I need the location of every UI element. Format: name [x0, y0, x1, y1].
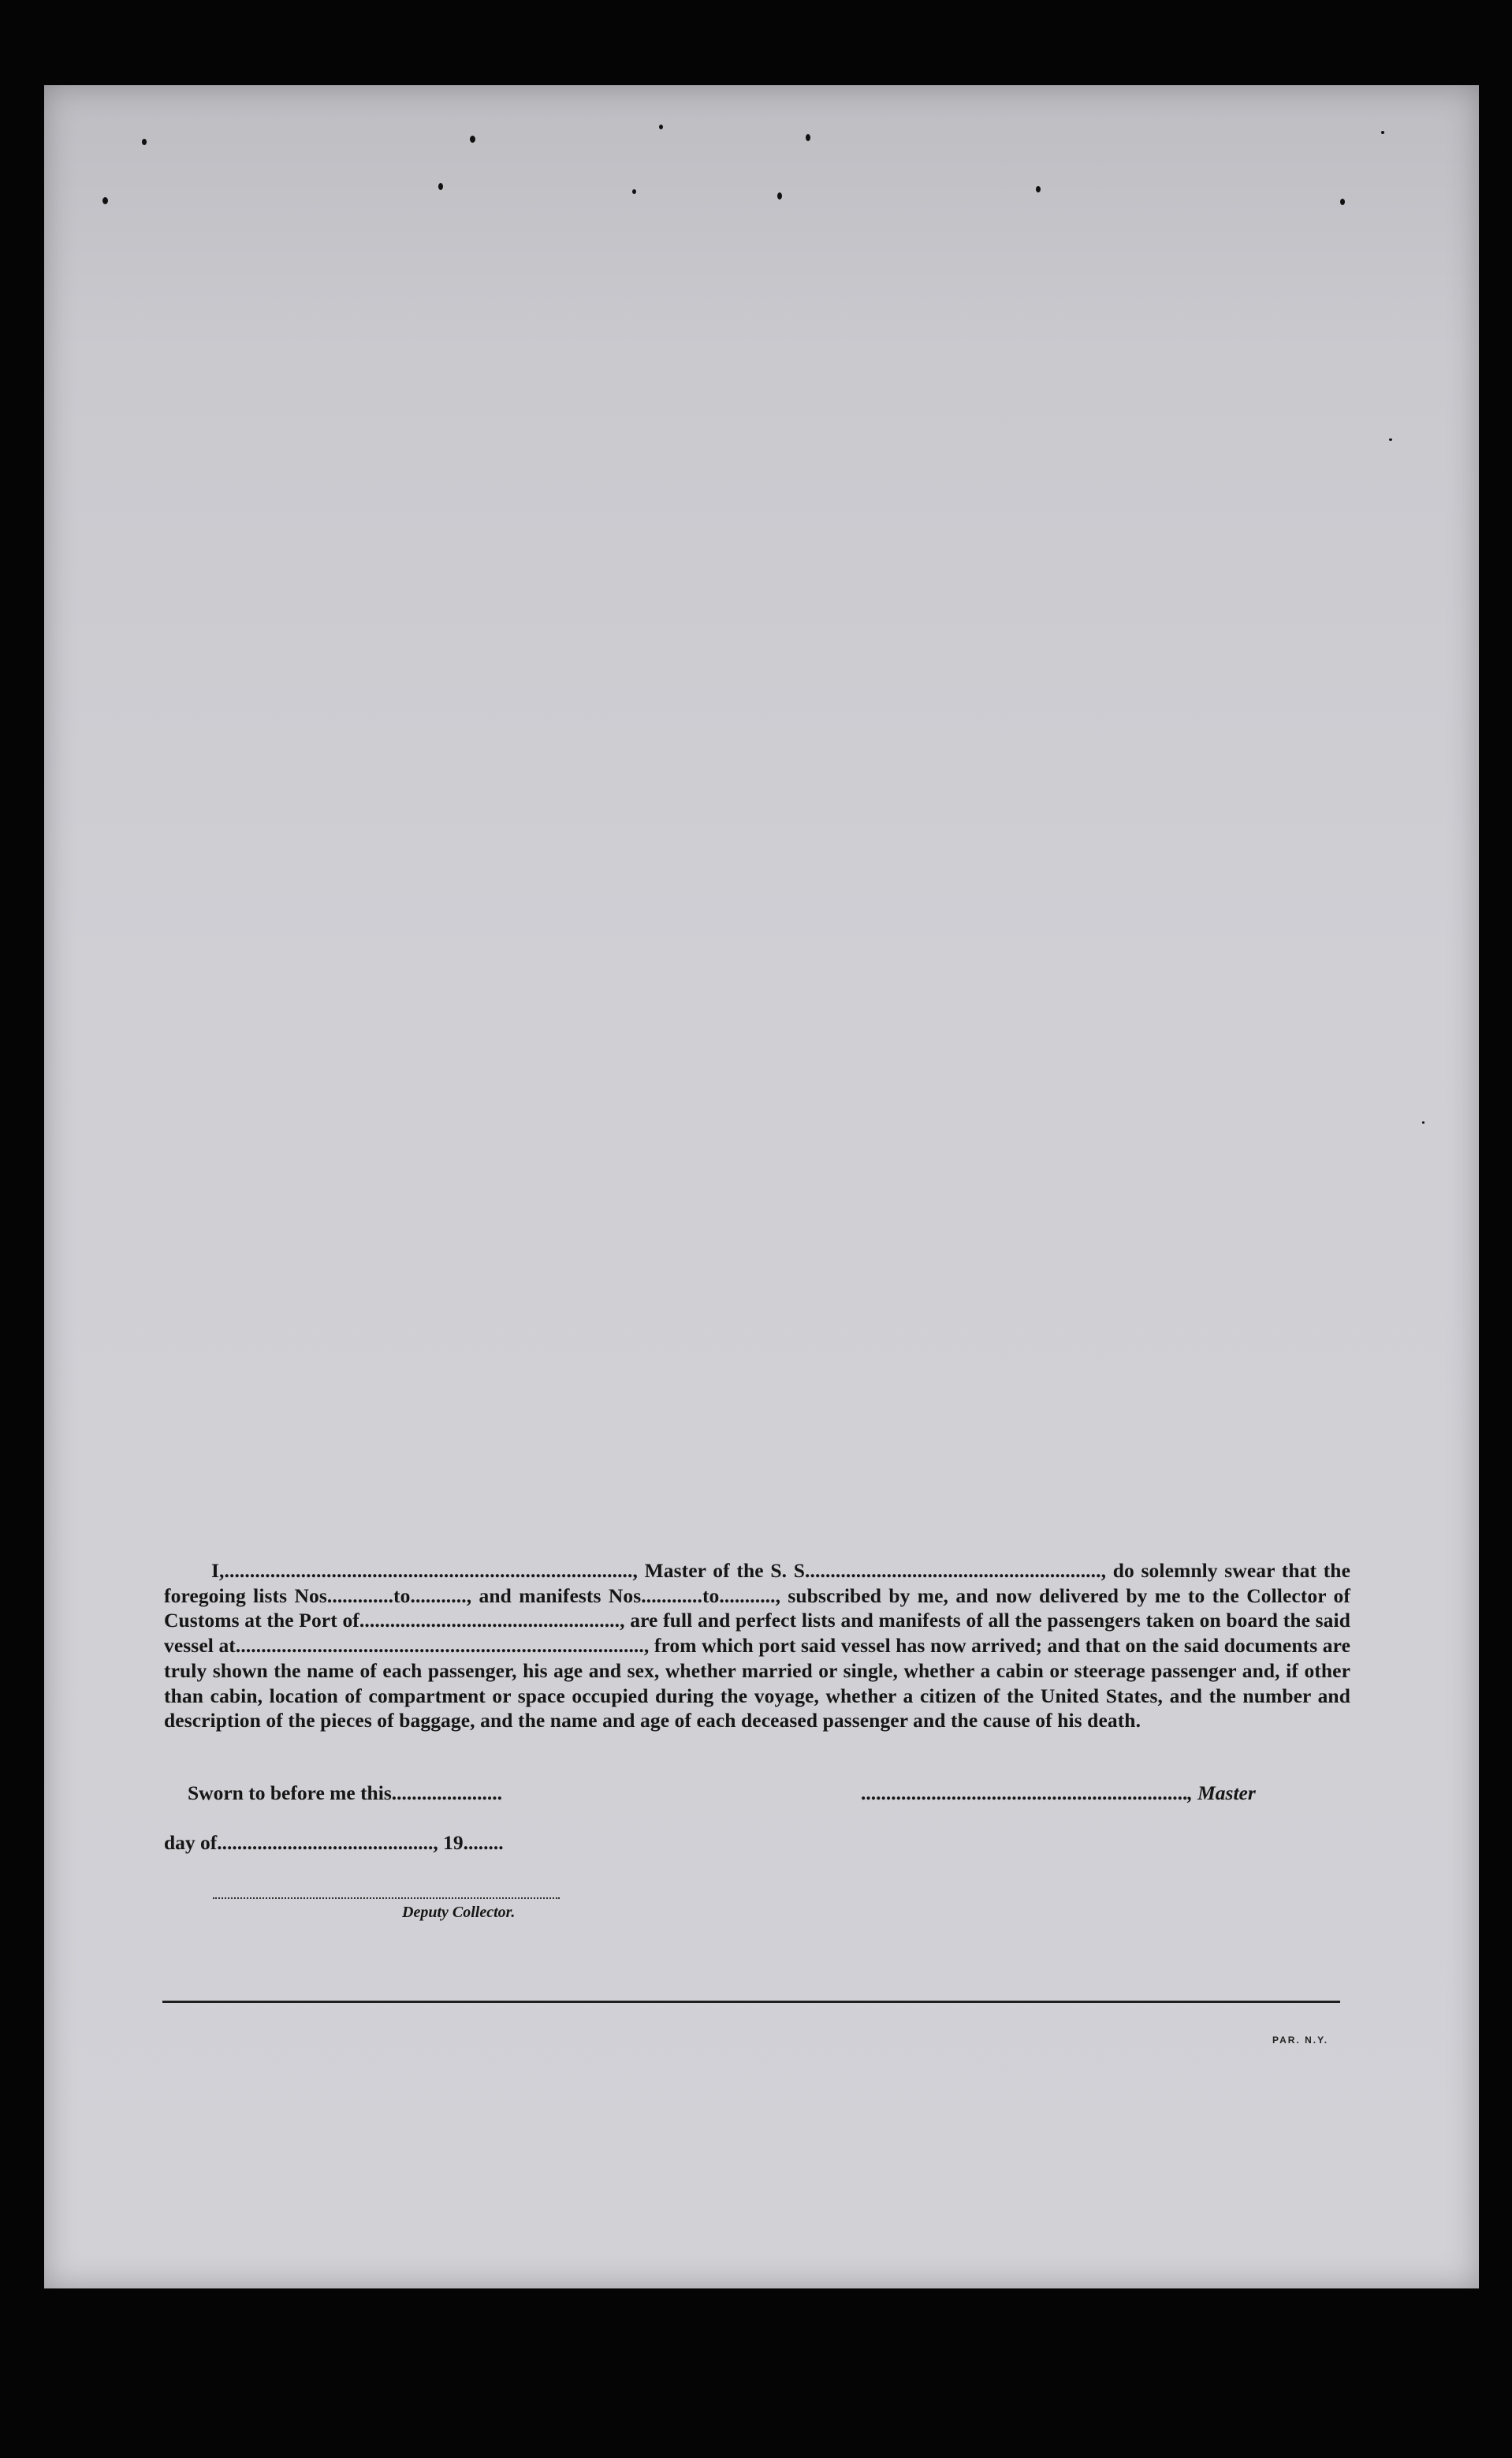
scan-speck: [1381, 131, 1384, 134]
scan-speck: [1389, 438, 1392, 441]
scan-speck: [777, 192, 782, 200]
master-signature: [861, 1781, 1256, 1805]
oath-text: I,................................................................................, Master of the S. S.........................................................., do solemnly swear that the foregoing lists Nos.............to..........., and manifests Nos............to..........., subscribed by me, and now delivered by me to the Collector of Customs at the Port of..................................................., are full and perfect lists and manifests of all the passengers taken on board the said vessel at................................................................................, from which port said vessel has now arrived; and that on the said documents are truly shown the name of each passenger, his age and sex, whether married or single, whether a cabin or steerage passenger and, if other than cabin, location of compartment or space occupied during the voyage, whether a citizen of the United States, and the number and description of the pieces of baggage, and the name and age of each deceased passenger and the cause of his death.: [164, 1559, 1350, 1733]
scan-speck: [1422, 1121, 1424, 1124]
scan-speck: [806, 134, 810, 141]
scan-speck: [438, 183, 443, 190]
sworn-text: Sworn to before me this......................: [188, 1781, 502, 1804]
master-signature-label: , Master: [1187, 1781, 1256, 1804]
sworn-line: [188, 1781, 502, 1805]
scan-speck: [470, 136, 475, 143]
date-text: day of..........................................., 19........: [164, 1831, 504, 1854]
scan-speck: [142, 139, 147, 145]
scan-speck: [659, 125, 663, 129]
scan-speck: [102, 197, 108, 204]
deputy-signature-line: [213, 1897, 560, 1899]
printer-mark: PAR. N.Y.: [1272, 2035, 1329, 2046]
date-line: [164, 1831, 504, 1855]
horizontal-rule: [162, 2001, 1340, 2003]
oath-paragraph: [164, 1558, 1350, 1733]
scan-speck: [632, 189, 636, 194]
scan-speck: [1340, 199, 1345, 205]
scan-speck: [1036, 186, 1041, 192]
deputy-collector-label: Deputy Collector.: [402, 1904, 516, 1921]
master-signature-dots: .................................................................: [861, 1781, 1188, 1804]
document-page: [44, 85, 1479, 2288]
